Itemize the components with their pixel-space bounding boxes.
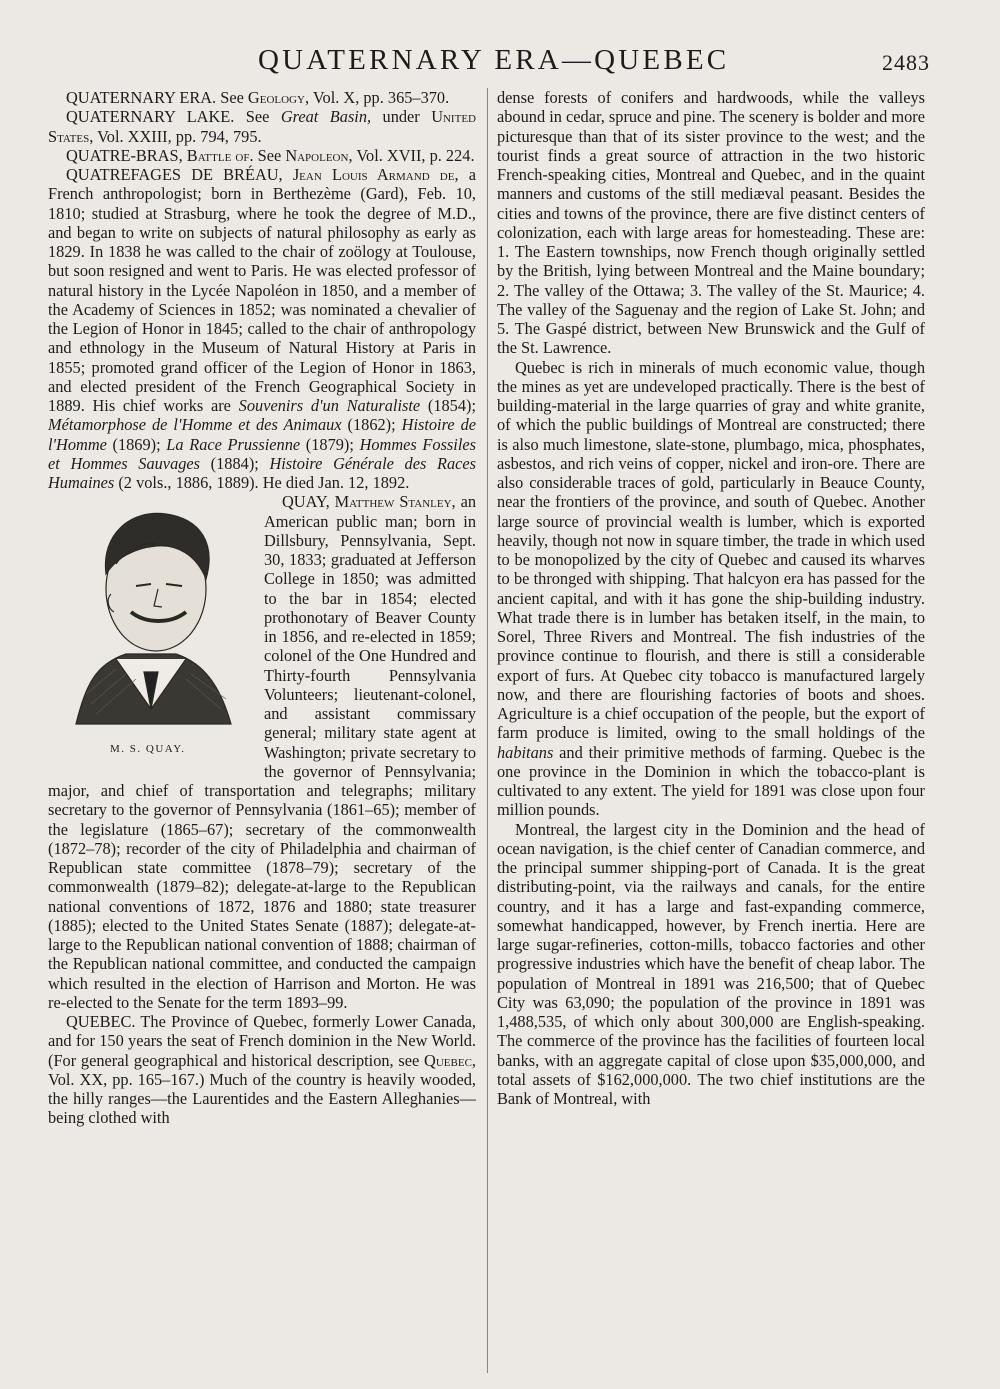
page-number: 2483 [882,50,930,75]
entry-headword: QUATERNARY LAKE. [66,107,235,127]
paragraph-minerals: Quebec is rich in minerals of much economic value, though the mines as yet are undeveloped practically. There is the best of building-material in the large quarries of gray and white granite, of which the public buildings of Montreal are constructed; there is also much limestone, slate-stone, plumbago, mica, phosphates, asbestos, and rich veins of copper, nickel and iron-ore. There are also considerable traces of gold, particularly in Beauce County, near the frontiers of the province, and south of Quebec. Another large source of provincial wealth is lumber, which is exported heavily, though not now in square timber, the trade in which used to be monopolized by the city of Quebec and caused its wharves to be thronged with shipping. That halcyon era has passed for the ancient capital, and with it has gone the ship-building industry. What trade there is in lumber has betaken itself, in the main, to Sorel, Three Rivers and Montreal. The fish industries of the province continue to flourish, and there is still a considerable export of furs. At Quebec city tobacco is manufactured largely now, and there are flourishing factories of boots and shoes. Agriculture is a chief occupation of the people, but the export of farm produce is limited, owing to the small holdings of the habitans and their primitive methods of farming. Quebec is the one province in the Dominion in which the tobacco-plant is cultivated to any extent. The yield for 1891 was close upon four million pounds. [497,357,925,820]
cross-reference: Quebec, [424,1050,476,1070]
entry-quaternary-era: QUATERNARY ERA. See Geology, Vol. X, pp. 365–370. [66,88,450,107]
column-divider [487,88,488,1373]
cross-reference: Great Basin, [280,107,372,127]
cross-reference: United States [48,107,476,146]
cross-reference: Napoleon, [285,145,353,165]
entry-quaternary-lake: QUATERNARY LAKE. See Great Basin, under United States, Vol. XXIII, pp. 794, 795. [48,107,476,146]
entry-quatrefages: QUATREFAGES DE BRÉAU, Jean Louis Armand de, a French anthropologist; born in Berthezème (Gard), Feb. 10, 1810; studied at Strasburg, where he took the degree of M.D., and began to write on subjects of natural philosophy as early as 1829. In 1838 he was called to the chair of zoölogy at Toulouse, but soon resigned and went to Paris. He was elected professor of natural history in the Lycée Napoléon in 1850, and a member of the Academy of Sciences in 1852; was nominated a chevalier of the Legion of Honor in 1845; called to the chair of anthropology and ethnology in the Museum of Natural History at Paris in 1855; promoted grand officer of the Legion of Honor in 1863, and elected president of the French Geographical Society in 1889. His chief works are Souvenirs d'un Naturaliste (1854); Métamorphose de l'Homme et des Animaux (1862); Histoire de l'Homme (1869); La Race Prussienne (1879); Hommes Fossiles et Hommes Sauvages (1884); Histoire Générale des Races Humaines (2 vols., 1886, 1889). He died Jan. 12, 1892. [48,165,477,492]
portrait-figure [48,494,254,764]
page-header [0,44,1000,78]
entry-headword: QUAY, [282,492,330,512]
right-column [497,88,925,1108]
entry-headword: QUATREFAGES DE BRÉAU, [66,165,283,184]
entry-quebec: QUEBEC. The Province of Quebec, formerly Lower Canada, and for 150 years the seat of French dominion in the New World. (For general geographical and historical description, see Quebec, Vol. XX, pp. 165–167.) Much of the country is heavily wooded, the hilly ranges—the Laurentides and the Eastern Alleghanies—being clothed with [48,1012,476,1128]
entry-headword: QUEBEC. [66,1012,136,1031]
paragraph-montreal: Montreal, the largest city in the Dominion and the head of ocean navigation, is the chief center of Canadian commerce, and the principal summer shipping-port of Canada. It is the great distributing-point, via the railways and canals, for the entire country, and it has a large and fast-expanding commerce, somewhat handicapped, however, by French inertia. Here are large sugar-refineries, cotton-mills, tobacco factories and other progressive industries which have the benefit of cheap labor. The population of Montreal in 1891 was 216,500; that of Quebec City was 63,090; the population of the province in 1891 was 1,488,535, of which only about 300,000 are English-speaking. The commerce of the province has the facilities of fourteen local banks, with an aggregate capital of close upon $35,000,000, and total assets of $162,000,000. The two chief institutions are the Bank of Montreal, with [497,819,925,1108]
portrait-engraving-icon [56,494,246,734]
portrait-caption: M. S. QUAY. [110,743,186,756]
entry-headword: QUATRE-BRAS, [66,145,183,165]
paragraph-continuation: dense forests of conifers and hardwoods, while the valleys abound in cedar, spruce and pine. The scenery is bolder and more picturesque than that of its sister province to the west; and the tourist finds a great source of attraction in the two historic French-speaking cities, Montreal and Quebec, and in the quaint manners and customs of the still mediæval peasant. Besides the cities and towns of the province, there are five distinct centers of colonization, each with large areas for homesteading. These are: 1. The Eastern townships, now French though originally settled by the British, lying between Montreal and the Maine boundary; 2. The valley of the Ottawa; 3. The valley of the St. Maurice; 4. The valley of the Saguenay and the region of Lake St. John; and 5. The Gaspé district, between New Brunswick and the Gulf of the St. Lawrence. [497,88,925,358]
cross-reference: Geology [247,88,305,107]
entry-quay: QUAY, Matthew Stanley, M. S. QUAY. an American public man; born in Dillsbury, Pennsylvania, Sept. 30, 1833; graduated at Jefferson College in 1850; was admitted to the bar in 1854; elected prothonotary of Beaver County in 1856, and re-elected in 1859; colonel of the One Hundred and Thirty-fourth Pennsylvania Volunteers; lieutenant-colonel, and assistant commissary general; military state agent at Washington; private secretary to the governor of Pennsylvania; major, and chief of transportation and telegraphs; military secretary to the governor of Pennsylvania (1861–65); member of the legislature (1865–67); secretary of the commonwealth (1872–78); recorder of the city of Philadelphia and chairman of Republican state committee (1878–79); secretary of the commonwealth (1879–82); delegate-at-large to the Republican national conventions of 1872, 1876 and 1880; state treasurer (1885); elected to the United States Senate (1887); delegate-at-large to the Republican national convention of 1888; chairman of the Republican national committee, and conducted the campaign which resulted in the election of Harrison and Morton. He was re-elected to the Senate for the term 1893–99. [48,492,476,1012]
entry-headword: QUATERNARY ERA. [66,88,217,107]
left-column [48,88,476,1128]
entry-quatre-bras: QUATRE-BRAS, Battle of. See Napoleon, Vol. XVII, p. 224. [66,145,475,165]
running-title: QUATERNARY ERA—QUEBEC [258,44,730,76]
